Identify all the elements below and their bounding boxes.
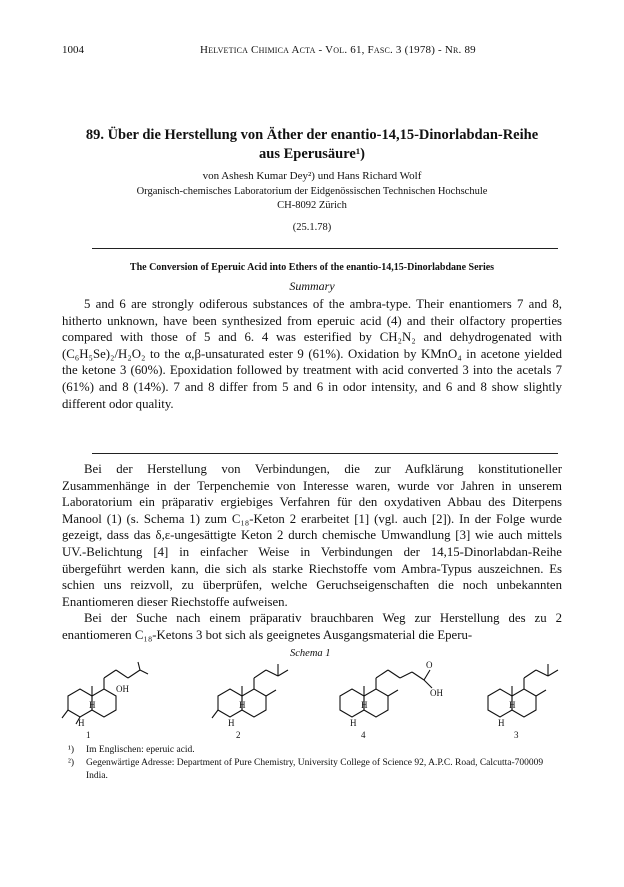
summary-rule — [92, 453, 558, 454]
compound-1-number: 1 — [86, 730, 91, 740]
summary-text — [62, 296, 562, 412]
footnote-1-text: Im Englischen: eperuic acid. — [86, 745, 195, 755]
title-line-1: 89. Über die Herstellung von Äther der enantio-14,15-Dinorlabdan-Reihe — [85, 127, 539, 143]
compound-3-number: 3 — [514, 730, 519, 740]
compound-4-number: 4 — [361, 730, 366, 740]
footnote-1 — [62, 744, 562, 757]
authors: von Ashesh Kumar Dey²) und Hans Richard Wolf — [202, 170, 422, 182]
footnote-1-mark: ¹) — [68, 745, 75, 755]
top-rule — [92, 248, 558, 249]
compound-3-structure — [488, 664, 558, 717]
english-title: The Conversion of Eperuic Acid into Ethers of the enantio-14,15-Dinorlabdane Series — [129, 262, 495, 273]
body-paragraph-1: Bei der Herstellung von Verbindungen, die zur Aufklärung konstitutioneller Zusammenhänge in der Terpenchemie von Interesse waren, wurde vor Jahren in unserem Laboratorium ein präparativ ergiebiges Verfahren für den oxydativen Abbau des Diterpens Manool (1) (s. Schema 1) zum C₁₈-Keton 2 erarbeitet [1] (vgl. auch [2]). In der Folge wurde gezeigt, dass das δ,ε-ungesättigte Keton 2 durch chemische Umwandlung [3] wie auch mittels UV.-Belichtung [4] in einfacher Weise in Verbindungen der 14,15-Dinorlabdan-Reihe übergeführt werden kann, die sich als starke Riechstoffe vom Ambra-Typus auszeichnen. Es schien uns reizvoll, zu überprüfen, welche Geruchseigenschaften die noch unbekannten Enantiomeren dieser Riechstoffe aufweisen. — [62, 462, 562, 609]
body-paragraph-2: Bei der Suche nach einem präparativ brauchbaren Weg zur Herstellung des zu 2 enantiomeren C₁₈-Ketons 3 bot sich als geeignetes Ausgangsmaterial die Eperu- — [62, 611, 562, 642]
body-text — [62, 461, 562, 644]
compound-2-label-h-lower: H — [228, 718, 235, 728]
footnotes — [62, 744, 562, 783]
compound-4-label-h-upper: H — [361, 700, 368, 710]
schema-label: Schema 1 — [290, 648, 331, 659]
compound-2-structure — [212, 664, 288, 718]
compound-2-number: 2 — [236, 730, 241, 740]
compound-4-structure — [340, 670, 432, 717]
compound-4-label-h-lower: H — [350, 718, 357, 728]
footnote-2-text: Gegenwärtige Adresse: Department of Pure Chemistry, University College of Science 92, A.P.C. Road, Calcutta-700009 India. — [86, 758, 544, 781]
compound-3-label-h-lower: H — [498, 718, 505, 728]
compound-1-label-h-lower: H — [78, 718, 85, 728]
title-line-2: aus Eperusäure¹) — [259, 146, 365, 162]
compound-1-structure — [62, 662, 148, 724]
compound-1-label-oh: OH — [116, 684, 129, 694]
compound-3-label-h-upper: H — [509, 700, 516, 710]
summary-heading: Summary — [289, 279, 335, 293]
affiliation-line-2: CH-8092 Zürich — [277, 200, 347, 211]
compound-2-label-h-upper: H — [239, 700, 246, 710]
footnote-2-mark: ²) — [68, 758, 75, 768]
compound-4-label-oh: OH — [430, 688, 443, 698]
affiliation-line-1: Organisch-chemisches Laboratorium der Eidgenössischen Technischen Hochschule — [136, 186, 488, 197]
page-number: 1004 — [62, 44, 84, 56]
schema-1-structures — [56, 656, 568, 740]
running-header: Helvetica Chimica Acta - Vol. 61, Fasc. 3 (1978) - Nr. 89 — [200, 44, 476, 56]
article-title — [62, 126, 562, 164]
compound-1-label-h-upper: H — [89, 700, 96, 710]
summary-paragraph: 5 and 6 are strongly odiferous substances of the ambra-type. Their enantiomers 7 and 8, hitherto unknown, have been synthesized from eperuic acid (4) and their olfactory properties compared with those of 5 and 6. 4 was esterified by CH₂N₂ and dehydrogenated with (C₆H₅Se)₂/H₂O₂ to the α,β-unsaturated ester 9 (61%). Oxidation by KMnO₄ in acetone yielded the ketone 3 (60%). Epoxidation followed by treatment with acid converted 3 into the acetals 7 (61%) and 8 (14%). 7 and 8 differ from 5 and 6 in odor intensity, and 6 and 8 show slightly different odor quality. — [62, 297, 562, 411]
footnote-2 — [62, 757, 562, 783]
compound-4-label-o: O — [426, 660, 433, 670]
date: (25.1.78) — [292, 222, 332, 233]
